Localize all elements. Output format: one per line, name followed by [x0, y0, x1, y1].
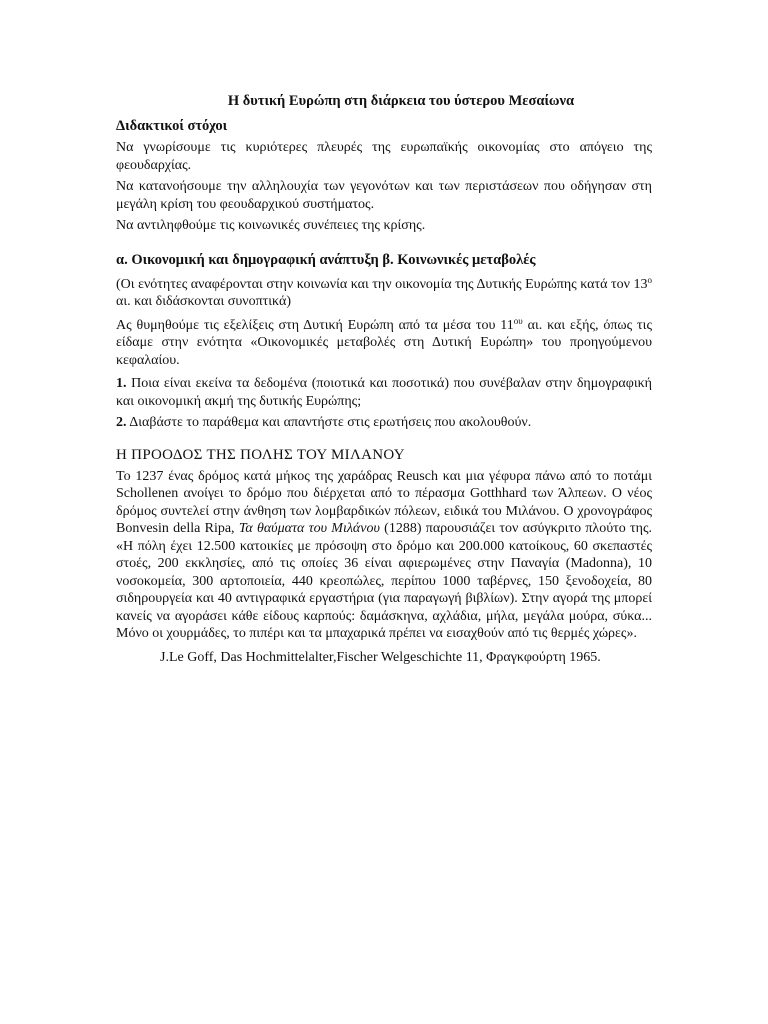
section-note: [116, 276, 652, 311]
recall-text-after: αι. και εξής, όπως τις είδαμε στην ενότητα «Οικονομικές μεταβολές στη Δυτική Ευρώπη» του προηγούμενου κεφαλαίου.: [116, 317, 652, 368]
question-1-number: 1.: [116, 376, 127, 391]
question-1: [116, 375, 652, 410]
section-note-text-after: αι. και διδάσκονται συνοπτικά): [116, 294, 291, 309]
section-note-superscript: ο: [647, 274, 652, 285]
excerpt-source: J.Le Goff, Das Hochmittelalter,Fischer Welgeschichte 11, Φραγκφούρτη 1965.: [160, 649, 601, 665]
objective-item-1: Να γνωρίσουμε τις κυριότερες πλευρές της ευρωπαϊκής οικονομίας στο απόγειο της φεουδαρχίας.: [116, 140, 652, 173]
question-2-text: Διαβάστε το παράθεμα και απαντήστε στις ερωτήσεις που ακολουθούν.: [126, 415, 532, 430]
excerpt-book-title: Τα θαύματα του Μιλάνου: [238, 521, 380, 536]
recall-paragraph: [116, 317, 652, 370]
question-2: [116, 414, 652, 432]
objective-item-2: Να κατανοήσουμε την αλληλουχία των γεγονότων και των περιστάσεων που οδήγησαν στη μεγάλη κρίση του φεουδαρχικού συστήματος.: [116, 179, 652, 212]
section-note-text-before: (Οι ενότητες αναφέρονται στην κοινωνία και την οικονομία της Δυτικής Ευρώπης κατά τον 13: [116, 276, 648, 292]
recall-superscript: ου: [513, 315, 523, 326]
question-2-number: 2.: [116, 415, 127, 430]
section-a-heading: α. Οικονομική και δημογραφική ανάπτυξη β. Κοινωνικές μεταβολές: [116, 251, 536, 268]
question-1-text: Ποια είναι εκείνα τα δεδομένα (ποιοτικά και ποσοτικά) που συνέβαλαν στην δημογραφική και οικονομική ακμή της δυτικής Ευρώπης;: [116, 376, 652, 409]
excerpt-paragraph: [116, 468, 652, 643]
objectives-heading: Διδακτικοί στόχοι: [116, 118, 228, 134]
objective-item-3: Να αντιληφθούμε τις κοινωνικές συνέπειες της κρίσης.: [116, 218, 426, 233]
recall-text-before: Ας θυμηθούμε τις εξελίξεις στη Δυτική Ευρώπη από τα μέσα του 11: [116, 317, 514, 333]
document-content: [116, 92, 652, 666]
excerpt-text-after: (1288) παρουσιάζει τον ασύγκριτο πλούτο της. «Η πόλη έχει 12.500 κατοικίες με πρόσοψη στο δρόμο και 200.000 κατοίκους, 60 σκεπαστές στοές, 200 εκκλησίες, από τις οποίες 36 είναι αφιερωμένες στην Παναγία (Madonna), 10 νοσοκομεία, 300 αρτοποιεία, 440 κρεοπώλες, περίπου 1000 ταβέρνες, 150 ξενοδοχεία, 80 σιδηρουργεία και 40 αντιγραφικά εργαστήρια (για παραγωγή βιβλίων). Στην αγορά της μπορεί κανείς να αγοράσει κάθε είδους καρπούς: δαμάσκηνα, αχλάδια, μήλα, μεγάλα μούρα, σύκα... Μόνο οι χουρμάδες, το πιπέρι και τα μπαχαρικά πρέπει να εισαχθούν από τις θερμές χώρες».: [116, 521, 653, 641]
excerpt-text-before: Το 1237 ένας δρόμος κατά μήκος της χαράδρας Reusch και μια γέφυρα πάνω από το ποτάμι Schollenen ανοίγει το δρόμο που διέρχεται από το πέρασμα Gotthhard των Άλπεων. Ο νέος δρόμος συντελεί στην άνθηση των λομβαρδικών πόλεων, ειδικά του Μιλάνου. Ο χρονογράφος Bonvesin della Ripa,: [116, 468, 652, 536]
excerpt-heading: Η ΠΡΟΟΔΟΣ ΤΗΣ ΠΟΛΗΣ ΤΟΥ ΜΙΛΑΝΟΥ: [116, 446, 405, 463]
document-title: Η δυτική Ευρώπη στη διάρκεια του ύστερου Μεσαίωνα: [227, 93, 575, 109]
